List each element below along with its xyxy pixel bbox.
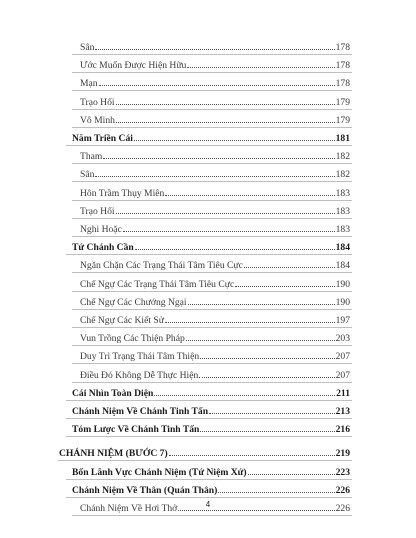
- toc-entry[interactable]: [80, 74, 350, 90]
- toc-entry-page: 226: [335, 484, 350, 496]
- dot-leader: [165, 311, 335, 323]
- toc-entry-page: 183: [335, 205, 350, 217]
- entry-separator: [66, 418, 352, 419]
- entry-separator: [72, 327, 352, 328]
- toc-entry-page: 178: [335, 60, 350, 72]
- toc-entry-page: 203: [335, 333, 350, 345]
- entry-separator: [66, 400, 352, 401]
- dot-leader: [95, 165, 334, 177]
- toc-entry-page: 181: [335, 133, 350, 144]
- toc-entry-page: 182: [335, 169, 350, 181]
- entry-separator: [66, 479, 352, 480]
- toc-entry-label: Chế Ngự Các Kiết Sử: [80, 315, 164, 326]
- toc-entry[interactable]: [80, 347, 350, 363]
- toc-entry-label: Ước Muốn Được Hiện Hữu: [80, 60, 187, 72]
- toc-entry-label: Hôn Trầm Thụy Miên: [80, 187, 165, 199]
- toc-entry[interactable]: [80, 366, 350, 382]
- toc-entry-page: 207: [335, 351, 350, 363]
- toc-entry-page: 211: [336, 387, 350, 399]
- entry-separator: [72, 163, 352, 164]
- toc-entry[interactable]: [72, 384, 350, 400]
- toc-entry[interactable]: [80, 147, 350, 163]
- toc-entry-label: Bốn Lãnh Vực Chánh Niệm (Tứ Niệm Xứ): [72, 466, 247, 478]
- dot-leader: [248, 463, 335, 475]
- entry-separator: [72, 382, 352, 383]
- toc-entry-page: 219: [335, 448, 350, 460]
- dot-leader: [235, 275, 334, 287]
- toc-entry-label: Tóm Lược Về Chánh Tinh Tấn: [72, 424, 200, 436]
- entry-separator: [72, 127, 352, 128]
- entry-separator: [72, 272, 352, 273]
- entry-separator: [72, 363, 352, 364]
- dot-leader: [99, 74, 335, 86]
- dot-leader: [123, 220, 335, 232]
- toc-entry[interactable]: [80, 111, 350, 127]
- toc-entry-label: Chánh Niệm Về Chánh Tinh Tấn: [72, 406, 209, 417]
- toc-entry[interactable]: [80, 202, 350, 218]
- toc-entry-label: Tham: [80, 151, 103, 163]
- toc-entry-label: Chế Ngự Các Trạng Thái Tâm Tiêu Cực: [80, 278, 235, 290]
- toc-entry-label: Vun Trồng Các Thiện Pháp: [80, 333, 185, 345]
- toc-entry[interactable]: [80, 38, 350, 54]
- toc-entry-page: 213: [335, 406, 350, 417]
- toc-entry-page: 190: [335, 296, 350, 308]
- toc-entry-page: 179: [335, 96, 350, 108]
- toc-entry-page: 184: [335, 260, 350, 272]
- dot-leader: [169, 444, 335, 456]
- dot-leader: [116, 202, 335, 214]
- toc-entry-label: Duy Trì Trạng Thái Tâm Thiện: [80, 351, 200, 363]
- toc-entry[interactable]: [59, 444, 350, 460]
- dot-leader: [188, 293, 335, 305]
- toc-entry-page: 184: [335, 242, 350, 254]
- dot-leader: [209, 402, 335, 414]
- toc-entry-label: Năm Triền Cái: [72, 133, 133, 144]
- dot-leader: [186, 329, 335, 341]
- entry-separator: [72, 54, 352, 55]
- entry-separator: [66, 145, 352, 146]
- toc-entry-label: Vô Minh: [80, 114, 115, 126]
- toc-entry[interactable]: [80, 220, 350, 236]
- entry-separator: [66, 436, 352, 437]
- entry-separator: [66, 497, 352, 498]
- toc-entry-page: 190: [335, 278, 350, 290]
- toc-entry-page: 207: [335, 369, 350, 381]
- entry-separator: [72, 218, 352, 219]
- toc-entry-page: 179: [335, 114, 350, 126]
- page-number: 4: [205, 500, 211, 509]
- dot-leader: [200, 420, 334, 432]
- toc-entry-label: Sân: [80, 42, 95, 53]
- toc-entry[interactable]: [72, 129, 350, 145]
- toc-entry[interactable]: [80, 311, 350, 327]
- entry-separator: [72, 236, 352, 237]
- toc-entry-label: Cái Nhìn Toàn Diện: [72, 387, 154, 399]
- toc-entry[interactable]: [80, 293, 350, 309]
- toc-entry-label: Trạo Hối: [80, 205, 115, 217]
- dot-leader: [165, 184, 334, 196]
- toc-entry-label: Chánh Niệm Về Thân (Quán Thân): [72, 484, 218, 496]
- toc-entry-label: Chế Ngự Các Chướng Ngại: [80, 296, 187, 308]
- entry-separator: [72, 309, 352, 310]
- entry-separator: [72, 72, 352, 73]
- dot-leader: [202, 366, 335, 378]
- dot-leader: [134, 129, 335, 141]
- toc-entry-page: 183: [335, 224, 350, 235]
- toc-entry-page: 197: [335, 315, 350, 326]
- toc-entry[interactable]: [72, 463, 350, 479]
- toc-entry[interactable]: [80, 165, 350, 181]
- toc-entry[interactable]: [80, 184, 350, 200]
- toc-entry-label: Ngăn Chặn Các Trạng Thái Tâm Tiêu Cực: [80, 260, 243, 272]
- toc-entry[interactable]: [80, 56, 350, 72]
- entry-separator: [72, 200, 352, 201]
- toc-entry-page: 216: [335, 424, 350, 436]
- entry-separator: [58, 460, 352, 461]
- entry-separator: [72, 90, 352, 91]
- dot-leader: [200, 347, 334, 359]
- toc-entry[interactable]: [80, 256, 350, 272]
- dot-leader: [135, 238, 335, 250]
- toc-entry[interactable]: [72, 420, 350, 436]
- toc-entry[interactable]: [80, 93, 350, 109]
- toc-entry-page: 183: [335, 187, 350, 199]
- toc-entry-page: 178: [335, 78, 350, 90]
- entry-separator: [72, 181, 352, 182]
- entry-separator: [72, 109, 352, 110]
- toc-entry[interactable]: [80, 275, 350, 291]
- toc-entry-label: Sân: [80, 169, 95, 181]
- toc-entry-label: Chánh Niệm Về Hơi Thở: [80, 503, 178, 514]
- toc-entry-page: 226: [335, 503, 350, 514]
- toc-entry-label: Nghi Hoặc: [80, 224, 122, 235]
- dot-leader: [116, 111, 335, 123]
- toc-entry-label: Tứ Chánh Cần: [72, 242, 134, 254]
- entry-separator: [72, 345, 352, 346]
- toc-entry[interactable]: [72, 402, 350, 418]
- dot-leader: [95, 38, 334, 50]
- toc-entry-page: 178: [335, 42, 350, 53]
- toc-entry[interactable]: [72, 481, 350, 497]
- dot-leader: [116, 93, 335, 105]
- toc-entry[interactable]: [72, 238, 350, 254]
- dot-leader: [154, 384, 335, 396]
- entry-separator: [66, 254, 352, 255]
- toc-entry-page: 182: [335, 151, 350, 163]
- toc-entry-label: CHÁNH NIỆM (BƯỚC 7): [59, 448, 168, 460]
- dot-leader: [187, 56, 334, 68]
- dot-leader: [218, 481, 334, 493]
- toc-entry[interactable]: [80, 329, 350, 345]
- toc-entry-label: Mạn: [80, 78, 98, 90]
- toc-entry-page: 223: [335, 466, 350, 478]
- dot-leader: [244, 256, 335, 268]
- toc-entry-label: Trạo Hối: [80, 96, 115, 108]
- toc-entry-label: Điều Đó Không Dễ Thực Hiện.: [80, 369, 201, 381]
- dot-leader: [103, 147, 334, 159]
- entry-separator: [72, 515, 352, 516]
- entry-separator: [72, 291, 352, 292]
